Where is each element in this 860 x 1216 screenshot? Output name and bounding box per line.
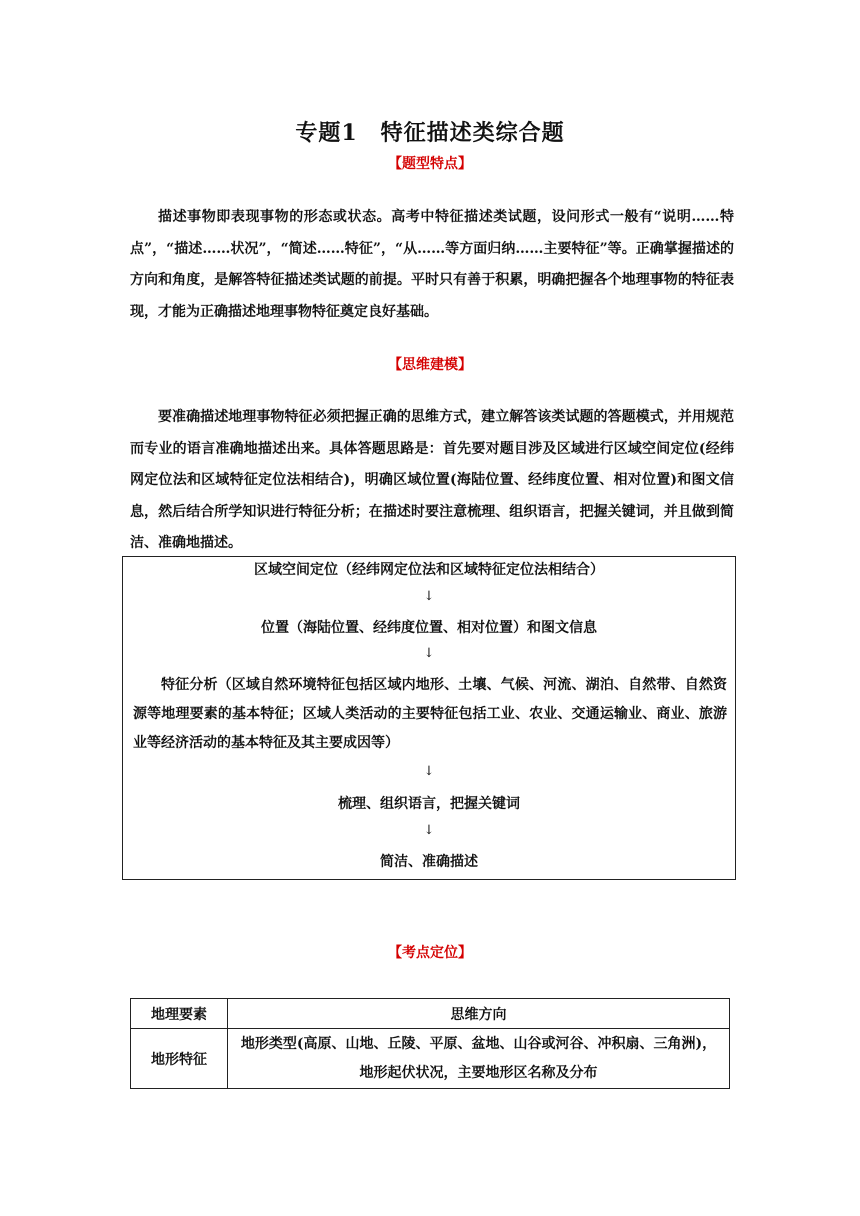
flow-step-2: 位置（海陆位置、经纬度位置、相对位置）和图文信息 xyxy=(261,620,597,636)
flow-arrow-down-icon: ↓ xyxy=(423,764,435,779)
flow-step-5: 简洁、准确描述 xyxy=(380,854,478,870)
flow-step-4: 梳理、组织语言，把握关键词 xyxy=(338,796,520,812)
flow-arrow-down-icon: ↓ xyxy=(423,823,435,838)
page-title: 专题1 特征描述类综合题 xyxy=(295,120,565,146)
section-heading-features: 【题型特点】 xyxy=(388,156,472,172)
flow-arrow-down-icon: ↓ xyxy=(423,589,435,604)
table-header-row xyxy=(131,999,730,1029)
flow-step-3: 特征分析（区域自然环境特征包括区域内地形、土壤、气候、河流、湖泊、自然带、自然资源等地理要素的基本特征；区域人类活动的主要特征包括工业、农业、交通运输业、商业、旅游业等经济活动的基本特征及其主要成因等） xyxy=(133,677,727,751)
section-heading-exam-points: 【考点定位】 xyxy=(388,945,472,961)
table-header-cell: 地理要素 xyxy=(131,999,228,1029)
table-row xyxy=(131,1029,730,1089)
features-paragraph: 描述事物即表现事物的形态或状态。高考中特征描述类试题，设问形式一般有“说明……特点”，“描述……状况”，“简述……特征”，“从……等方面归纳……主要特征”等。正确掌握描述的方向和角度，是解答特征描述类试题的前提。平时只有善于积累，明确把握各个地理事物的特征表现，才能为正确描述地理事物特征奠定良好基础。 xyxy=(130,209,734,320)
section-heading-thinking: 【思维建模】 xyxy=(388,357,472,373)
table-cell: 地形特征 xyxy=(131,1029,228,1089)
exam-points-table xyxy=(130,998,730,1089)
flowchart-box xyxy=(122,556,736,880)
thinking-paragraph: 要准确描述地理事物特征必须把握正确的思维方式，建立解答该类试题的答题模式，并用规范而专业的语言准确地描述出来。具体答题思路是：首先要对题目涉及区域进行区域空间定位(经纬网定位法和区域特征定位法相结合)，明确区域位置(海陆位置、经纬度位置、相对位置)和图文信息，然后结合所学知识进行特征分析；在描述时要注意梳理、组织语言，把握关键词，并且做到简洁、准确地描述。 xyxy=(130,409,734,551)
flow-arrow-down-icon: ↓ xyxy=(423,646,435,661)
table-header-cell: 思维方向 xyxy=(228,999,730,1029)
table-cell: 地形类型(高原、山地、丘陵、平原、盆地、山谷或河谷、冲积扇、三角洲)，地形起伏状况，主要地形区名称及分布 xyxy=(228,1029,730,1089)
flow-step-1: 区域空间定位（经纬网定位法和区域特征定位法相结合） xyxy=(254,562,604,578)
